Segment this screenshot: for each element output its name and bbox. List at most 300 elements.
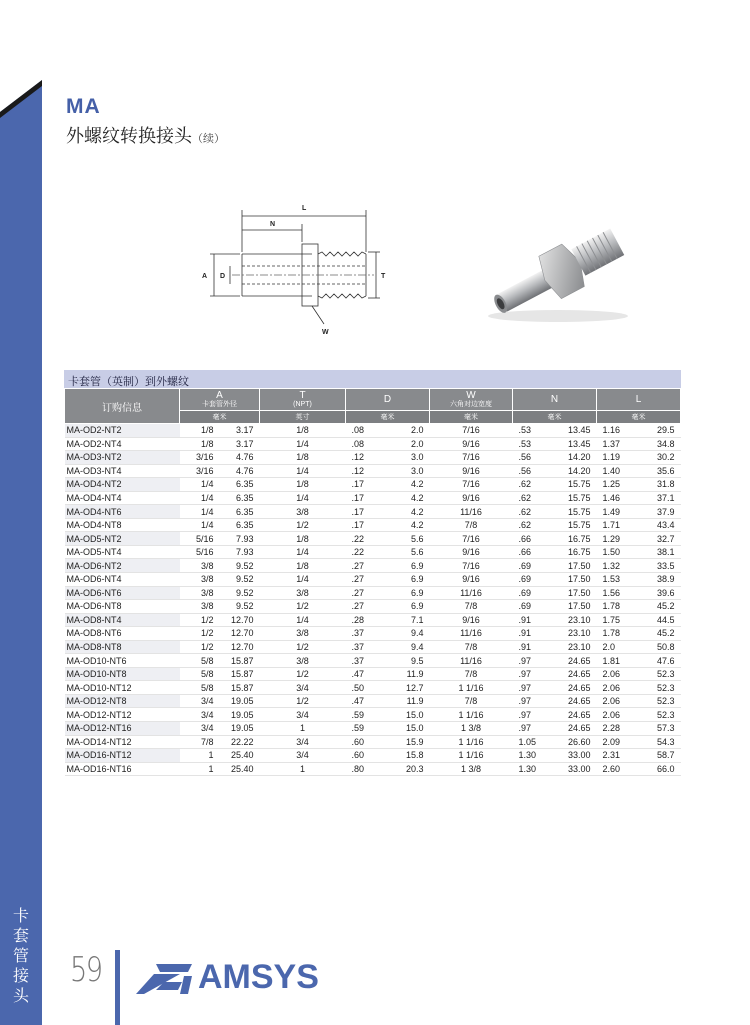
cell-od-mm: 4.76 xyxy=(220,464,260,478)
cell-order-code: MA-OD16-NT12 xyxy=(65,749,180,763)
cell-d-mm: 6.9 xyxy=(386,600,430,614)
table-row xyxy=(65,573,681,587)
cell-n-inch: .97 xyxy=(513,654,553,668)
table-caption: 卡套管（英制）到外螺纹 xyxy=(64,370,681,388)
cell-n-inch: .97 xyxy=(513,694,553,708)
table-row xyxy=(65,545,681,559)
table-row xyxy=(65,437,681,451)
cell-l-mm: 50.8 xyxy=(637,640,681,654)
cell-n-inch: .97 xyxy=(513,681,553,695)
cell-thread-npt: 1/4 xyxy=(260,613,346,627)
cell-n-mm: 15.75 xyxy=(553,505,597,519)
cell-n-mm: 24.65 xyxy=(553,708,597,722)
cell-l-inch: 1.53 xyxy=(597,573,637,587)
cell-n-mm: 13.45 xyxy=(553,424,597,438)
label-N: N xyxy=(270,221,276,228)
col-header-T: T (NPT) xyxy=(260,389,346,411)
cell-d-inch: .08 xyxy=(346,424,386,438)
cell-od-mm: 6.35 xyxy=(220,518,260,532)
cell-order-code: MA-OD4-NT6 xyxy=(65,505,180,519)
table-row xyxy=(65,464,681,478)
cell-thread-npt: 1/4 xyxy=(260,545,346,559)
table-row xyxy=(65,762,681,776)
cell-d-mm: 9.4 xyxy=(386,640,430,654)
cell-d-mm: 6.9 xyxy=(386,586,430,600)
cell-order-code: MA-OD6-NT8 xyxy=(65,600,180,614)
cell-order-code: MA-OD12-NT16 xyxy=(65,722,180,736)
cell-n-mm: 15.75 xyxy=(553,491,597,505)
cell-thread-npt: 1/2 xyxy=(260,694,346,708)
cell-l-inch: 2.06 xyxy=(597,681,637,695)
cell-n-inch: .69 xyxy=(513,600,553,614)
table-row xyxy=(65,749,681,763)
cell-n-mm: 24.65 xyxy=(553,654,597,668)
page-number: 59 xyxy=(70,950,102,990)
table-row xyxy=(65,518,681,532)
cell-od-mm: 9.52 xyxy=(220,600,260,614)
col-header-N: N xyxy=(513,389,597,411)
cell-thread-npt: 1 xyxy=(260,722,346,736)
cell-n-mm: 13.45 xyxy=(553,437,597,451)
cell-od-inch: 3/4 xyxy=(180,694,220,708)
cell-thread-npt: 1/4 xyxy=(260,437,346,451)
cell-hex-w: 11/16 xyxy=(430,505,513,519)
cell-hex-w: 1 1/16 xyxy=(430,735,513,749)
table-row xyxy=(65,627,681,641)
table-row xyxy=(65,667,681,681)
cell-order-code: MA-OD14-NT12 xyxy=(65,735,180,749)
cell-d-inch: .80 xyxy=(346,762,386,776)
cell-thread-npt: 1/8 xyxy=(260,478,346,492)
cell-l-mm: 52.3 xyxy=(637,694,681,708)
cell-thread-npt: 3/4 xyxy=(260,749,346,763)
cell-thread-npt: 1/4 xyxy=(260,491,346,505)
cell-hex-w: 7/16 xyxy=(430,478,513,492)
cell-l-mm: 34.8 xyxy=(637,437,681,451)
cell-od-inch: 3/16 xyxy=(180,451,220,465)
cell-od-inch: 1/8 xyxy=(180,437,220,451)
cell-n-inch: .56 xyxy=(513,464,553,478)
cell-d-inch: .60 xyxy=(346,749,386,763)
cell-l-mm: 58.7 xyxy=(637,749,681,763)
cell-thread-npt: 1/8 xyxy=(260,559,346,573)
cell-l-mm: 52.3 xyxy=(637,708,681,722)
cell-od-mm: 9.52 xyxy=(220,559,260,573)
cell-d-mm: 11.9 xyxy=(386,667,430,681)
cell-thread-npt: 3/4 xyxy=(260,708,346,722)
cell-od-inch: 7/8 xyxy=(180,735,220,749)
cell-l-mm: 43.4 xyxy=(637,518,681,532)
product-name: 外螺纹转换接头 xyxy=(66,126,192,147)
cell-l-mm: 31.8 xyxy=(637,478,681,492)
cell-n-inch: 1.05 xyxy=(513,735,553,749)
col-header-A: A 卡套管外径 xyxy=(180,389,260,411)
cell-d-inch: .17 xyxy=(346,505,386,519)
cell-d-mm: 15.8 xyxy=(386,749,430,763)
cell-order-code: MA-OD5-NT4 xyxy=(65,545,180,559)
cell-order-code: MA-OD10-NT8 xyxy=(65,667,180,681)
cell-hex-w: 7/8 xyxy=(430,694,513,708)
cell-od-inch: 3/8 xyxy=(180,600,220,614)
brand-name: AMSYS xyxy=(198,958,319,996)
cell-od-mm: 19.05 xyxy=(220,708,260,722)
cell-od-mm: 9.52 xyxy=(220,573,260,587)
cell-thread-npt: 1/2 xyxy=(260,518,346,532)
cell-d-inch: .17 xyxy=(346,518,386,532)
product-title xyxy=(66,122,225,148)
cell-l-mm: 45.2 xyxy=(637,627,681,641)
cell-od-mm: 3.17 xyxy=(220,437,260,451)
cell-l-inch: 1.75 xyxy=(597,613,637,627)
cell-d-inch: .47 xyxy=(346,694,386,708)
cell-od-inch: 3/16 xyxy=(180,464,220,478)
cell-l-mm: 52.3 xyxy=(637,681,681,695)
cell-n-inch: .66 xyxy=(513,545,553,559)
cell-hex-w: 1 3/8 xyxy=(430,762,513,776)
cell-od-mm: 6.35 xyxy=(220,478,260,492)
cell-l-inch: 1.78 xyxy=(597,600,637,614)
cell-d-mm: 5.6 xyxy=(386,532,430,546)
cell-order-code: MA-OD3-NT2 xyxy=(65,451,180,465)
cell-l-mm: 66.0 xyxy=(637,762,681,776)
cell-hex-w: 11/16 xyxy=(430,586,513,600)
cell-order-code: MA-OD6-NT4 xyxy=(65,573,180,587)
col-header-L: L xyxy=(597,389,681,411)
cell-od-inch: 1/4 xyxy=(180,491,220,505)
cell-l-mm: 39.6 xyxy=(637,586,681,600)
cell-n-inch: .91 xyxy=(513,640,553,654)
cell-od-inch: 1/2 xyxy=(180,627,220,641)
cell-order-code: MA-OD12-NT8 xyxy=(65,694,180,708)
cell-n-mm: 16.75 xyxy=(553,532,597,546)
cell-d-mm: 11.9 xyxy=(386,694,430,708)
cell-l-mm: 38.1 xyxy=(637,545,681,559)
unit-N: 毫米 xyxy=(513,411,597,424)
cell-d-inch: .12 xyxy=(346,451,386,465)
cell-od-inch: 1/8 xyxy=(180,424,220,438)
cell-od-mm: 3.17 xyxy=(220,424,260,438)
cell-od-mm: 25.40 xyxy=(220,762,260,776)
cell-thread-npt: 3/4 xyxy=(260,735,346,749)
cell-od-mm: 15.87 xyxy=(220,654,260,668)
cell-l-mm: 35.6 xyxy=(637,464,681,478)
cell-od-inch: 1 xyxy=(180,762,220,776)
cell-l-inch: 1.16 xyxy=(597,424,637,438)
cell-l-mm: 29.5 xyxy=(637,424,681,438)
table-row xyxy=(65,708,681,722)
cell-order-code: MA-OD10-NT12 xyxy=(65,681,180,695)
cell-hex-w: 7/8 xyxy=(430,667,513,681)
cell-d-mm: 20.3 xyxy=(386,762,430,776)
cell-n-inch: .91 xyxy=(513,613,553,627)
cell-order-code: MA-OD8-NT8 xyxy=(65,640,180,654)
cell-order-code: MA-OD2-NT2 xyxy=(65,424,180,438)
cell-d-mm: 2.0 xyxy=(386,424,430,438)
cell-n-mm: 23.10 xyxy=(553,640,597,654)
cell-order-code: MA-OD4-NT4 xyxy=(65,491,180,505)
cell-thread-npt: 3/8 xyxy=(260,627,346,641)
cell-d-mm: 15.0 xyxy=(386,722,430,736)
cell-d-inch: .37 xyxy=(346,640,386,654)
cell-od-mm: 9.52 xyxy=(220,586,260,600)
cell-od-inch: 1/4 xyxy=(180,478,220,492)
cell-od-inch: 1/4 xyxy=(180,505,220,519)
unit-L: 毫米 xyxy=(597,411,681,424)
cell-n-inch: .56 xyxy=(513,451,553,465)
cell-order-code: MA-OD2-NT4 xyxy=(65,437,180,451)
cell-thread-npt: 3/8 xyxy=(260,586,346,600)
brand-logo-group xyxy=(136,958,319,997)
cell-order-code: MA-OD5-NT2 xyxy=(65,532,180,546)
cell-n-inch: .62 xyxy=(513,505,553,519)
cell-thread-npt: 3/8 xyxy=(260,505,346,519)
cell-l-mm: 33.5 xyxy=(637,559,681,573)
cell-hex-w: 7/16 xyxy=(430,424,513,438)
cell-n-mm: 17.50 xyxy=(553,586,597,600)
cell-n-inch: .91 xyxy=(513,627,553,641)
cell-l-mm: 57.3 xyxy=(637,722,681,736)
cell-n-inch: 1.30 xyxy=(513,749,553,763)
cell-d-mm: 2.0 xyxy=(386,437,430,451)
cell-od-mm: 12.70 xyxy=(220,613,260,627)
cell-n-inch: .69 xyxy=(513,559,553,573)
cell-n-mm: 17.50 xyxy=(553,559,597,573)
cell-l-inch: 2.28 xyxy=(597,722,637,736)
cell-od-mm: 12.70 xyxy=(220,640,260,654)
table-row xyxy=(65,600,681,614)
cell-thread-npt: 1/2 xyxy=(260,600,346,614)
cell-order-code: MA-OD4-NT2 xyxy=(65,478,180,492)
cell-od-mm: 6.35 xyxy=(220,491,260,505)
cell-d-inch: .60 xyxy=(346,735,386,749)
cell-n-mm: 26.60 xyxy=(553,735,597,749)
cell-od-mm: 7.93 xyxy=(220,545,260,559)
cell-l-inch: 2.06 xyxy=(597,694,637,708)
cell-order-code: MA-OD8-NT6 xyxy=(65,627,180,641)
cell-thread-npt: 1/4 xyxy=(260,464,346,478)
side-char: 头 xyxy=(12,986,29,1005)
cell-d-mm: 5.6 xyxy=(386,545,430,559)
side-char: 管 xyxy=(12,946,29,965)
brand-mark-icon xyxy=(136,960,194,996)
cell-l-inch: 2.09 xyxy=(597,735,637,749)
cell-hex-w: 1 1/16 xyxy=(430,681,513,695)
side-category-label xyxy=(0,906,42,1006)
cell-order-code: MA-OD10-NT6 xyxy=(65,654,180,668)
cell-l-mm: 38.9 xyxy=(637,573,681,587)
cell-n-mm: 23.10 xyxy=(553,627,597,641)
cell-thread-npt: 1/8 xyxy=(260,424,346,438)
side-band xyxy=(0,0,42,1025)
cell-d-mm: 9.4 xyxy=(386,627,430,641)
cell-od-inch: 1 xyxy=(180,749,220,763)
cell-thread-npt: 1/2 xyxy=(260,667,346,681)
dimension-drawing xyxy=(192,196,392,346)
cell-d-mm: 9.5 xyxy=(386,654,430,668)
cell-d-mm: 3.0 xyxy=(386,464,430,478)
cell-od-mm: 6.35 xyxy=(220,505,260,519)
cell-l-inch: 1.56 xyxy=(597,586,637,600)
corner-decoration xyxy=(0,0,42,130)
cell-d-mm: 12.7 xyxy=(386,681,430,695)
cell-hex-w: 11/16 xyxy=(430,627,513,641)
cell-hex-w: 9/16 xyxy=(430,545,513,559)
cell-l-inch: 2.06 xyxy=(597,708,637,722)
cell-l-inch: 1.46 xyxy=(597,491,637,505)
cell-n-mm: 23.10 xyxy=(553,613,597,627)
cell-l-mm: 52.3 xyxy=(637,667,681,681)
cell-od-inch: 5/16 xyxy=(180,532,220,546)
cell-l-inch: 1.81 xyxy=(597,654,637,668)
table-row xyxy=(65,681,681,695)
table-row xyxy=(65,559,681,573)
cell-l-inch: 1.71 xyxy=(597,518,637,532)
cell-l-mm: 32.7 xyxy=(637,532,681,546)
label-L: L xyxy=(302,205,307,212)
cell-n-inch: .62 xyxy=(513,478,553,492)
cell-l-mm: 45.2 xyxy=(637,600,681,614)
cell-thread-npt: 1/4 xyxy=(260,573,346,587)
cell-n-inch: .53 xyxy=(513,437,553,451)
table-row xyxy=(65,694,681,708)
product-code: MA xyxy=(66,95,101,118)
cell-od-inch: 3/4 xyxy=(180,708,220,722)
cell-l-mm: 44.5 xyxy=(637,613,681,627)
cell-n-mm: 15.75 xyxy=(553,518,597,532)
cell-order-code: MA-OD3-NT4 xyxy=(65,464,180,478)
cell-d-inch: .27 xyxy=(346,573,386,587)
cell-l-inch: 1.19 xyxy=(597,451,637,465)
dimension-table-wrap xyxy=(64,370,680,776)
cell-od-inch: 5/16 xyxy=(180,545,220,559)
cell-hex-w: 7/16 xyxy=(430,559,513,573)
cell-n-mm: 33.00 xyxy=(553,749,597,763)
cell-od-inch: 1/2 xyxy=(180,613,220,627)
cell-od-inch: 1/2 xyxy=(180,640,220,654)
table-row xyxy=(65,735,681,749)
cell-n-mm: 14.20 xyxy=(553,464,597,478)
cell-hex-w: 7/8 xyxy=(430,640,513,654)
cell-d-inch: .12 xyxy=(346,464,386,478)
cell-order-code: MA-OD16-NT16 xyxy=(65,762,180,776)
cell-l-inch: 1.78 xyxy=(597,627,637,641)
cell-l-inch: 2.06 xyxy=(597,667,637,681)
cell-thread-npt: 1/8 xyxy=(260,451,346,465)
cell-n-mm: 16.75 xyxy=(553,545,597,559)
col-header-W: W 六角对边宽度 xyxy=(430,389,513,411)
cell-d-mm: 4.2 xyxy=(386,478,430,492)
cell-d-mm: 4.2 xyxy=(386,491,430,505)
cell-od-mm: 22.22 xyxy=(220,735,260,749)
cell-od-mm: 7.93 xyxy=(220,532,260,546)
side-char: 套 xyxy=(12,926,29,945)
cell-d-inch: .22 xyxy=(346,545,386,559)
cell-thread-npt: 1/8 xyxy=(260,532,346,546)
cell-od-mm: 19.05 xyxy=(220,722,260,736)
cell-order-code: MA-OD6-NT2 xyxy=(65,559,180,573)
label-T: T xyxy=(381,273,386,280)
cell-thread-npt: 1 xyxy=(260,762,346,776)
cell-d-mm: 6.9 xyxy=(386,573,430,587)
cell-l-mm: 37.1 xyxy=(637,491,681,505)
cell-hex-w: 1 1/16 xyxy=(430,708,513,722)
cell-n-inch: .62 xyxy=(513,491,553,505)
cell-od-inch: 3/8 xyxy=(180,586,220,600)
cell-od-inch: 5/8 xyxy=(180,667,220,681)
table-row xyxy=(65,532,681,546)
cell-l-mm: 47.6 xyxy=(637,654,681,668)
cell-d-mm: 3.0 xyxy=(386,451,430,465)
cell-d-inch: .50 xyxy=(346,681,386,695)
cell-d-inch: .59 xyxy=(346,722,386,736)
cell-d-inch: .27 xyxy=(346,586,386,600)
table-row xyxy=(65,640,681,654)
cell-hex-w: 7/16 xyxy=(430,532,513,546)
cell-od-mm: 15.87 xyxy=(220,667,260,681)
cell-d-inch: .37 xyxy=(346,654,386,668)
cell-l-inch: 2.0 xyxy=(597,640,637,654)
footer-divider xyxy=(115,950,120,1025)
cell-l-inch: 1.32 xyxy=(597,559,637,573)
table-row xyxy=(65,586,681,600)
cell-thread-npt: 1/2 xyxy=(260,640,346,654)
cell-od-inch: 3/8 xyxy=(180,559,220,573)
cell-hex-w: 11/16 xyxy=(430,654,513,668)
cell-n-inch: .62 xyxy=(513,518,553,532)
table-row xyxy=(65,722,681,736)
cell-order-code: MA-OD4-NT8 xyxy=(65,518,180,532)
cell-od-mm: 25.40 xyxy=(220,749,260,763)
cell-d-mm: 15.0 xyxy=(386,708,430,722)
table-row xyxy=(65,451,681,465)
label-W: W xyxy=(322,329,329,336)
cell-d-inch: .59 xyxy=(346,708,386,722)
cell-l-inch: 1.29 xyxy=(597,532,637,546)
cell-d-mm: 7.1 xyxy=(386,613,430,627)
cell-n-mm: 24.65 xyxy=(553,681,597,695)
table-row xyxy=(65,424,681,438)
cell-d-inch: .47 xyxy=(346,667,386,681)
side-char: 接 xyxy=(12,966,29,985)
label-D: D xyxy=(220,273,226,280)
cell-l-mm: 54.3 xyxy=(637,735,681,749)
cell-hex-w: 1 3/8 xyxy=(430,722,513,736)
unit-T: 英寸 xyxy=(260,411,346,424)
cell-n-inch: .66 xyxy=(513,532,553,546)
cell-n-inch: .97 xyxy=(513,667,553,681)
cell-n-inch: .69 xyxy=(513,586,553,600)
cell-d-mm: 15.9 xyxy=(386,735,430,749)
cell-d-mm: 4.2 xyxy=(386,505,430,519)
cell-order-code: MA-OD8-NT4 xyxy=(65,613,180,627)
col-header-D: D xyxy=(346,389,430,411)
cell-n-mm: 24.65 xyxy=(553,722,597,736)
cell-n-inch: 1.30 xyxy=(513,762,553,776)
cell-od-inch: 5/8 xyxy=(180,681,220,695)
cell-hex-w: 1 1/16 xyxy=(430,749,513,763)
cell-n-mm: 14.20 xyxy=(553,451,597,465)
cell-d-inch: .27 xyxy=(346,559,386,573)
cell-l-mm: 30.2 xyxy=(637,451,681,465)
cell-hex-w: 9/16 xyxy=(430,613,513,627)
cell-n-inch: .69 xyxy=(513,573,553,587)
cell-n-inch: .97 xyxy=(513,722,553,736)
side-char: 卡 xyxy=(12,906,29,925)
dimension-table xyxy=(64,370,681,776)
order-info-header: 订购信息 xyxy=(65,389,180,424)
cell-thread-npt: 3/4 xyxy=(260,681,346,695)
cell-n-mm: 33.00 xyxy=(553,762,597,776)
